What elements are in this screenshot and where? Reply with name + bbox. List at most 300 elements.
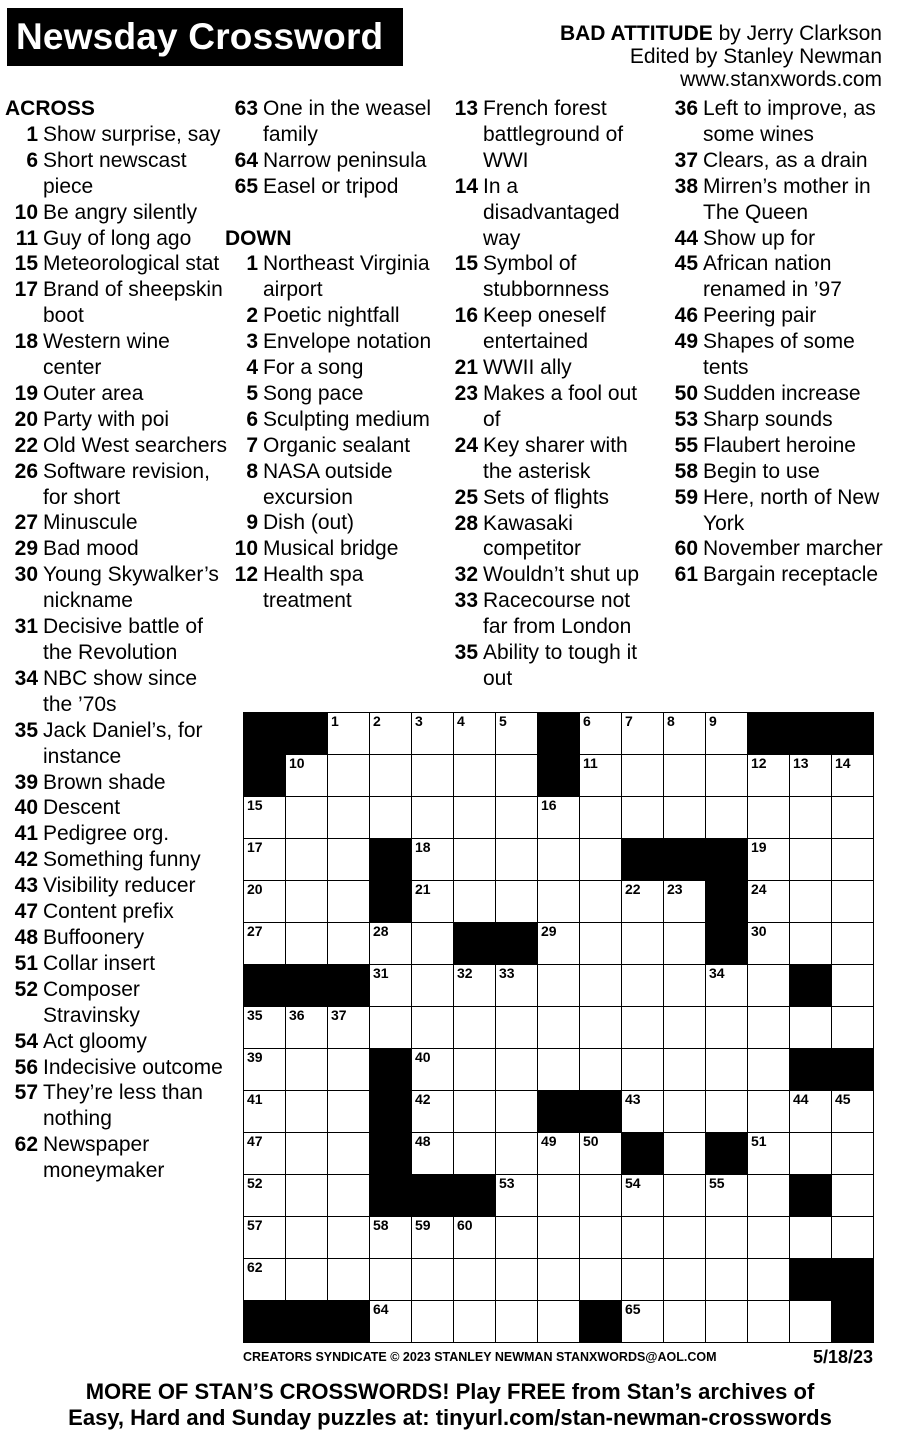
- grid-cell[interactable]: [664, 923, 706, 965]
- grid-cell[interactable]: [580, 1049, 622, 1091]
- grid-cell[interactable]: [454, 1133, 496, 1175]
- grid-cell[interactable]: [496, 965, 538, 1007]
- black-square: [622, 839, 664, 881]
- grid-cell[interactable]: [664, 755, 706, 797]
- grid-cell[interactable]: [706, 713, 748, 755]
- grid-cell[interactable]: [790, 1091, 832, 1133]
- black-square: [328, 1301, 370, 1343]
- grid-cell[interactable]: [328, 1049, 370, 1091]
- black-square: [538, 713, 580, 755]
- grid-cell[interactable]: [328, 1175, 370, 1217]
- grid-cell[interactable]: [664, 1259, 706, 1301]
- grid-cell[interactable]: [832, 923, 874, 965]
- cell-number: 23: [667, 881, 683, 897]
- grid-cell[interactable]: [580, 1133, 622, 1175]
- cell-number: 2: [373, 713, 381, 729]
- grid-cell[interactable]: [538, 1217, 580, 1259]
- grid-cell[interactable]: [412, 1007, 454, 1049]
- grid-cell[interactable]: [286, 839, 328, 881]
- grid-cell[interactable]: [328, 1007, 370, 1049]
- clue-item: [665, 433, 890, 459]
- clue-text: In a disadvantaged way: [483, 174, 620, 250]
- cell-number: 6: [583, 713, 591, 729]
- clue-item: [5, 977, 227, 1029]
- grid-cell[interactable]: [664, 881, 706, 923]
- grid-cell[interactable]: [748, 881, 790, 923]
- grid-cell[interactable]: [412, 1091, 454, 1133]
- clue-number: 54: [14, 1029, 38, 1053]
- clue-item: [225, 407, 437, 433]
- grid-cell[interactable]: [622, 881, 664, 923]
- grid-cell[interactable]: [454, 1049, 496, 1091]
- grid-cell[interactable]: [454, 881, 496, 923]
- grid-cell[interactable]: [370, 1301, 412, 1343]
- grid-cell[interactable]: [622, 1259, 664, 1301]
- grid-cell[interactable]: [496, 1175, 538, 1217]
- grid-cell[interactable]: [328, 755, 370, 797]
- grid-cell[interactable]: [706, 755, 748, 797]
- clue-column-2: [225, 96, 437, 614]
- cell-number: 14: [835, 755, 851, 771]
- grid-cell[interactable]: [286, 1217, 328, 1259]
- promo-line-1: MORE OF STAN’S CROSSWORDS! Play FREE from Stan’s archives of: [85, 1379, 815, 1404]
- cell-number: 59: [415, 1217, 431, 1233]
- clue-item: [225, 433, 437, 459]
- clue-text: Guy of long ago: [43, 226, 192, 250]
- black-square: [286, 1301, 328, 1343]
- cell-number: 39: [247, 1049, 263, 1065]
- grid-cell[interactable]: [454, 965, 496, 1007]
- clue-number: 22: [14, 433, 38, 457]
- grid-cell[interactable]: [580, 755, 622, 797]
- grid-cell[interactable]: [580, 1007, 622, 1049]
- editor: Edited by Stanley Newman: [629, 45, 882, 68]
- grid-row: [244, 755, 874, 797]
- grid-cell[interactable]: [496, 755, 538, 797]
- grid-cell[interactable]: [538, 965, 580, 1007]
- grid-cell[interactable]: [454, 1217, 496, 1259]
- grid-cell[interactable]: [412, 923, 454, 965]
- grid-cell[interactable]: [790, 839, 832, 881]
- grid-cell[interactable]: [496, 797, 538, 839]
- grid-cell[interactable]: [748, 923, 790, 965]
- clue-text: Show up for: [703, 226, 816, 250]
- grid-cell[interactable]: [286, 1259, 328, 1301]
- grid-cell[interactable]: [790, 755, 832, 797]
- grid-cell[interactable]: [454, 797, 496, 839]
- cell-number: 49: [541, 1133, 557, 1149]
- clue-item: [445, 588, 660, 640]
- clue-number: 57: [14, 1081, 38, 1105]
- grid-cell[interactable]: [454, 839, 496, 881]
- cell-number: 10: [289, 755, 305, 771]
- grid-cell[interactable]: [328, 1259, 370, 1301]
- grid-cell[interactable]: [748, 755, 790, 797]
- grid-cell[interactable]: [832, 839, 874, 881]
- grid-cell[interactable]: [412, 1217, 454, 1259]
- grid-cell[interactable]: [328, 839, 370, 881]
- grid-cell[interactable]: [706, 1049, 748, 1091]
- grid-cell[interactable]: [622, 1091, 664, 1133]
- clue-number: 17: [14, 278, 38, 302]
- clue-item: [5, 251, 227, 277]
- grid-cell[interactable]: [622, 797, 664, 839]
- grid-cell[interactable]: [412, 965, 454, 1007]
- grid-cell[interactable]: [538, 881, 580, 923]
- grid-cell[interactable]: [622, 1007, 664, 1049]
- grid-row: [244, 1091, 874, 1133]
- grid-cell[interactable]: [664, 965, 706, 1007]
- grid-cell[interactable]: [538, 1259, 580, 1301]
- grid-cell[interactable]: [370, 1007, 412, 1049]
- grid-cell[interactable]: [496, 713, 538, 755]
- clue-number: 59: [674, 485, 698, 509]
- clue-number: 63: [234, 97, 258, 120]
- clue-item: [225, 510, 437, 536]
- clue-column-4: [665, 96, 890, 588]
- clue-item: [5, 459, 227, 511]
- grid-cell[interactable]: [370, 965, 412, 1007]
- grid-cell[interactable]: [496, 1091, 538, 1133]
- grid-cell[interactable]: [790, 923, 832, 965]
- cell-number: 3: [415, 713, 423, 729]
- grid-cell[interactable]: [706, 1301, 748, 1343]
- grid-cell[interactable]: [622, 1049, 664, 1091]
- clue-text: Decisive battle of the Revolution: [43, 615, 203, 665]
- grid-cell[interactable]: [538, 797, 580, 839]
- cell-number: 40: [415, 1049, 431, 1065]
- grid-cell[interactable]: [832, 881, 874, 923]
- grid-cell[interactable]: [664, 1091, 706, 1133]
- clue-text: Bargain receptacle: [703, 563, 879, 587]
- grid-cell[interactable]: [370, 923, 412, 965]
- clue-text: Composer Stravinsky: [43, 977, 140, 1027]
- clue-number: 50: [674, 381, 698, 405]
- grid-cell[interactable]: [706, 1175, 748, 1217]
- clue-number: 65: [234, 174, 258, 198]
- cell-number: 9: [709, 713, 717, 729]
- grid-cell[interactable]: [496, 1133, 538, 1175]
- grid-cell[interactable]: [412, 881, 454, 923]
- grid-row: [244, 713, 874, 755]
- grid-cell[interactable]: [286, 797, 328, 839]
- cell-number: 34: [709, 965, 725, 981]
- black-square: [832, 1259, 874, 1301]
- grid-cell[interactable]: [412, 797, 454, 839]
- grid-cell[interactable]: [370, 1217, 412, 1259]
- clue-text: NASA outside excursion: [263, 459, 393, 509]
- grid-cell[interactable]: [328, 881, 370, 923]
- clue-item: [5, 951, 227, 977]
- grid-cell[interactable]: [580, 923, 622, 965]
- clue-heading: ACROSS: [5, 97, 95, 120]
- grid-cell[interactable]: [454, 1007, 496, 1049]
- grid-cell[interactable]: [706, 1217, 748, 1259]
- grid-cell[interactable]: [580, 797, 622, 839]
- grid-cell[interactable]: [622, 1301, 664, 1343]
- clue-text: Visibility reducer: [43, 874, 196, 898]
- clue-number: 49: [674, 330, 698, 354]
- clue-item: [445, 355, 660, 381]
- grid-cell[interactable]: [244, 923, 286, 965]
- grid-cell[interactable]: [748, 1175, 790, 1217]
- clue-number: 10: [14, 200, 38, 224]
- clue-text: NBC show since the ’70s: [43, 666, 198, 716]
- grid-cell[interactable]: [580, 1259, 622, 1301]
- grid-cell[interactable]: [496, 1049, 538, 1091]
- clue-text: Software revision, for short: [43, 459, 210, 509]
- grid-cell[interactable]: [412, 1133, 454, 1175]
- grid-cell[interactable]: [328, 1217, 370, 1259]
- clue-item: [665, 148, 890, 174]
- grid-cell[interactable]: [706, 1091, 748, 1133]
- grid-cell[interactable]: [832, 797, 874, 839]
- grid-cell[interactable]: [244, 1259, 286, 1301]
- clue-number: 12: [234, 563, 258, 587]
- grid-cell[interactable]: [496, 1217, 538, 1259]
- grid-cell[interactable]: [286, 1175, 328, 1217]
- grid-cell[interactable]: [748, 1301, 790, 1343]
- black-square: [538, 755, 580, 797]
- clue-item: [445, 96, 660, 174]
- grid-cell[interactable]: [286, 923, 328, 965]
- clue-item: [445, 174, 660, 252]
- grid-cell[interactable]: [748, 1049, 790, 1091]
- grid-cell[interactable]: [664, 1175, 706, 1217]
- black-square: [370, 881, 412, 923]
- black-square: [748, 713, 790, 755]
- clue-item: [665, 303, 890, 329]
- grid-cell[interactable]: [244, 797, 286, 839]
- clue-text: Racecourse not far from London: [483, 589, 632, 639]
- grid-cell[interactable]: [454, 1259, 496, 1301]
- grid-cell[interactable]: [748, 1091, 790, 1133]
- cell-number: 16: [541, 797, 557, 813]
- clue-text: Kawasaki competitor: [483, 511, 582, 561]
- grid-row: [244, 1217, 874, 1259]
- grid-cell[interactable]: [244, 839, 286, 881]
- grid-cell[interactable]: [538, 839, 580, 881]
- grid-cell[interactable]: [454, 755, 496, 797]
- grid-cell[interactable]: [580, 839, 622, 881]
- grid-cell[interactable]: [748, 797, 790, 839]
- grid-cell[interactable]: [538, 923, 580, 965]
- black-square: [244, 1301, 286, 1343]
- cell-number: 1: [331, 713, 339, 729]
- grid-cell[interactable]: [496, 1259, 538, 1301]
- grid-cell[interactable]: [496, 1007, 538, 1049]
- clue-number: 58: [674, 459, 698, 483]
- grid-cell[interactable]: [748, 1007, 790, 1049]
- grid-cell[interactable]: [748, 1217, 790, 1259]
- black-square: [370, 1049, 412, 1091]
- grid-cell[interactable]: [538, 1301, 580, 1343]
- grid-cell[interactable]: [622, 923, 664, 965]
- black-square: [790, 713, 832, 755]
- grid-cell[interactable]: [328, 1091, 370, 1133]
- grid-cell[interactable]: [832, 1091, 874, 1133]
- cell-number: 13: [793, 755, 809, 771]
- grid-cell[interactable]: [706, 1007, 748, 1049]
- grid-cell[interactable]: [412, 1259, 454, 1301]
- masthead-title: Newsday Crossword: [7, 8, 403, 66]
- grid-cell[interactable]: [664, 797, 706, 839]
- grid-cell[interactable]: [328, 797, 370, 839]
- grid-cell[interactable]: [454, 1091, 496, 1133]
- grid-cell[interactable]: [706, 797, 748, 839]
- grid-cell[interactable]: [748, 965, 790, 1007]
- clue-text: For a song: [263, 356, 364, 380]
- clue-number: 38: [674, 174, 698, 198]
- grid-cell[interactable]: [370, 797, 412, 839]
- grid-cell[interactable]: [286, 755, 328, 797]
- black-square: [790, 965, 832, 1007]
- grid-cell[interactable]: [832, 755, 874, 797]
- grid-cell[interactable]: [412, 1049, 454, 1091]
- clue-number: 47: [14, 900, 38, 924]
- clue-item: [445, 485, 660, 511]
- grid-cell[interactable]: [538, 1049, 580, 1091]
- grid-cell[interactable]: [622, 755, 664, 797]
- grid-cell[interactable]: [622, 713, 664, 755]
- clue-number: 31: [14, 615, 38, 639]
- grid-cell[interactable]: [496, 839, 538, 881]
- grid-cell[interactable]: [412, 713, 454, 755]
- clue-number: 2: [246, 304, 258, 328]
- grid-cell[interactable]: [832, 1217, 874, 1259]
- grid-cell[interactable]: [832, 1007, 874, 1049]
- grid-cell[interactable]: [454, 1301, 496, 1343]
- grid-cell[interactable]: [664, 1217, 706, 1259]
- grid-cell[interactable]: [664, 713, 706, 755]
- clue-text: Makes a fool out of: [483, 381, 638, 431]
- grid-cell[interactable]: [790, 1007, 832, 1049]
- grid-cell[interactable]: [664, 1133, 706, 1175]
- grid-cell[interactable]: [832, 1175, 874, 1217]
- grid-cell[interactable]: [454, 713, 496, 755]
- cell-number: 11: [583, 755, 598, 771]
- black-square: [244, 713, 286, 755]
- grid-cell[interactable]: [538, 1007, 580, 1049]
- grid-cell[interactable]: [790, 1217, 832, 1259]
- grid-cell[interactable]: [538, 1175, 580, 1217]
- clue-number: 4: [246, 356, 258, 380]
- grid-cell[interactable]: [832, 1133, 874, 1175]
- grid-cell[interactable]: [706, 965, 748, 1007]
- grid-cell[interactable]: [328, 923, 370, 965]
- grid-cell[interactable]: [622, 1175, 664, 1217]
- grid-cell[interactable]: [370, 1259, 412, 1301]
- grid-cell[interactable]: [244, 1049, 286, 1091]
- grid-cell[interactable]: [538, 1133, 580, 1175]
- clue-number: 32: [454, 563, 478, 587]
- grid-cell[interactable]: [748, 1133, 790, 1175]
- grid-cell[interactable]: [370, 713, 412, 755]
- grid-cell[interactable]: [790, 797, 832, 839]
- black-square: [286, 713, 328, 755]
- clue-number: 14: [454, 174, 478, 198]
- grid-cell[interactable]: [748, 839, 790, 881]
- clue-text: Short newscast piece: [43, 148, 187, 198]
- clue-number: 27: [14, 511, 38, 535]
- grid-cell[interactable]: [706, 1259, 748, 1301]
- puzzle-title: BAD ATTITUDE: [559, 22, 713, 45]
- grid-cell[interactable]: [328, 713, 370, 755]
- cell-number: 57: [247, 1217, 263, 1233]
- grid-cell[interactable]: [832, 965, 874, 1007]
- grid-cell[interactable]: [244, 881, 286, 923]
- grid-cell[interactable]: [412, 1301, 454, 1343]
- grid-cell[interactable]: [286, 881, 328, 923]
- clue-number: 28: [454, 511, 478, 535]
- cell-number: 8: [667, 713, 675, 729]
- clue-number: 23: [454, 381, 478, 405]
- grid-cell[interactable]: [412, 755, 454, 797]
- grid-cell[interactable]: [580, 965, 622, 1007]
- grid-cell[interactable]: [244, 1133, 286, 1175]
- grid-cell[interactable]: [244, 1091, 286, 1133]
- grid-cell[interactable]: [286, 1091, 328, 1133]
- grid-cell[interactable]: [664, 1049, 706, 1091]
- black-square: [244, 755, 286, 797]
- grid-cell[interactable]: [790, 881, 832, 923]
- clue-item: [225, 174, 437, 200]
- cell-number: 45: [835, 1091, 851, 1107]
- clue-item: [5, 277, 227, 329]
- grid-cell[interactable]: [790, 1133, 832, 1175]
- black-square: [580, 1091, 622, 1133]
- grid-cell[interactable]: [622, 965, 664, 1007]
- black-square: [664, 839, 706, 881]
- grid-cell[interactable]: [286, 1133, 328, 1175]
- clue-text: Sharp sounds: [703, 407, 833, 431]
- clue-item: [665, 174, 890, 226]
- grid-cell[interactable]: [286, 1007, 328, 1049]
- grid-cell[interactable]: [580, 713, 622, 755]
- grid-cell[interactable]: [370, 755, 412, 797]
- grid-cell[interactable]: [286, 1049, 328, 1091]
- grid-cell[interactable]: [580, 1175, 622, 1217]
- clue-number: 1: [246, 252, 258, 276]
- grid-cell[interactable]: [496, 881, 538, 923]
- black-square: [790, 1175, 832, 1217]
- grid-cell[interactable]: [244, 1175, 286, 1217]
- grid-cell[interactable]: [664, 1007, 706, 1049]
- grid-cell[interactable]: [580, 881, 622, 923]
- clue-item: [5, 381, 227, 407]
- grid-cell[interactable]: [412, 839, 454, 881]
- grid-cell[interactable]: [244, 1007, 286, 1049]
- clue-item: [225, 303, 437, 329]
- crossword-grid: [243, 712, 874, 1343]
- grid-cell[interactable]: [496, 1301, 538, 1343]
- cell-number: 36: [289, 1007, 305, 1023]
- black-square: [454, 1175, 496, 1217]
- grid-cell[interactable]: [244, 1217, 286, 1259]
- grid-cell[interactable]: [622, 1217, 664, 1259]
- grid-cell[interactable]: [790, 1301, 832, 1343]
- clue-number: 5: [246, 381, 258, 405]
- grid-cell[interactable]: [748, 1259, 790, 1301]
- grid-cell[interactable]: [328, 1133, 370, 1175]
- grid-cell[interactable]: [664, 1301, 706, 1343]
- grid-cell[interactable]: [580, 1217, 622, 1259]
- clue-item: [5, 536, 227, 562]
- clue-number: 53: [674, 407, 698, 431]
- black-square: [454, 923, 496, 965]
- cell-number: 44: [793, 1091, 809, 1107]
- clue-item: [5, 433, 227, 459]
